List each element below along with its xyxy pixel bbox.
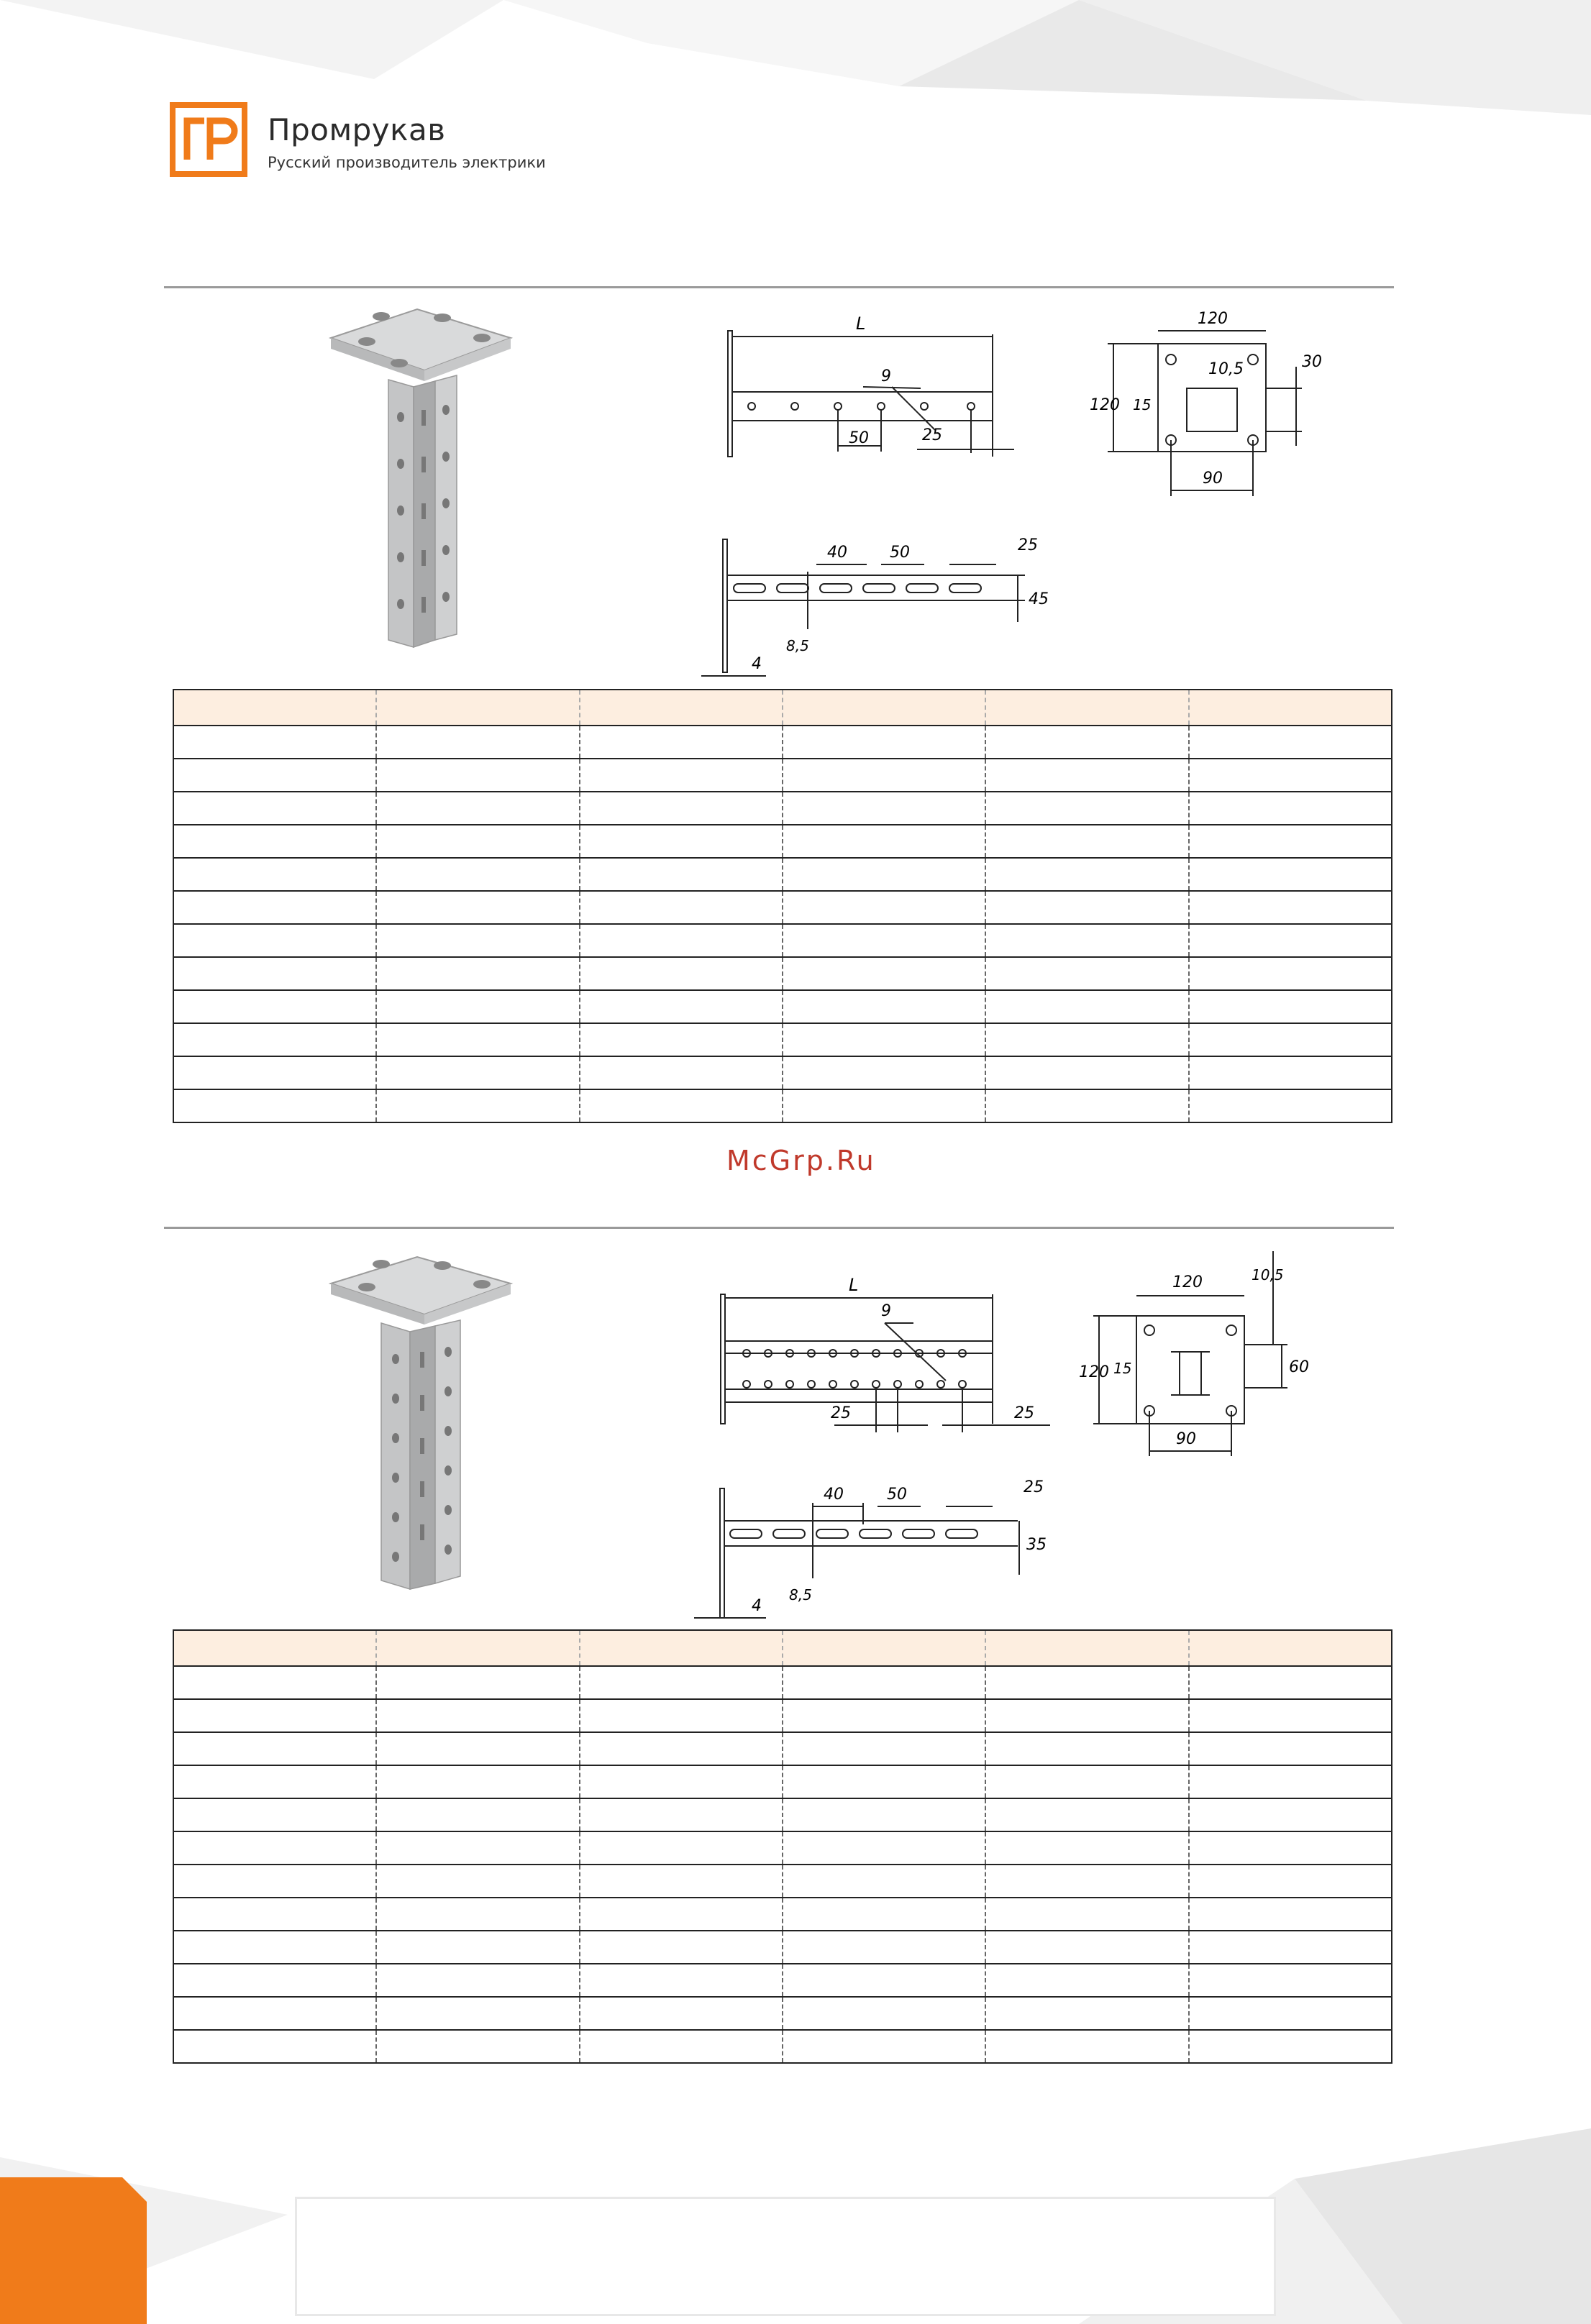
- top-view-drawing-1: [701, 529, 1061, 687]
- dim-slot-label: 8,5: [789, 1586, 812, 1604]
- brand-logo: [170, 102, 546, 177]
- dim-end-label: 25: [1018, 536, 1038, 554]
- dim-height-label: 120: [1079, 1363, 1109, 1381]
- table-row: [173, 990, 1392, 1023]
- table-row: [173, 1699, 1392, 1732]
- table-row: [173, 1798, 1392, 1831]
- dim-slot-label: 10,5: [1208, 360, 1244, 378]
- dim-slot-pitch-label: 50: [887, 1486, 907, 1504]
- spec-table-1: [173, 689, 1392, 1123]
- dim-slot-offset-label: 40: [824, 1486, 844, 1504]
- table-header-row: [173, 1630, 1392, 1666]
- table-row: [173, 858, 1392, 891]
- side-view-drawing-2: [712, 1266, 1050, 1438]
- table-row: [173, 1023, 1392, 1056]
- dim-hole-label: 9: [881, 1302, 891, 1320]
- table-row: [173, 726, 1392, 759]
- dim-pitch-label: 50: [849, 429, 869, 447]
- dim-length-label: L: [856, 314, 866, 334]
- table-row: [173, 1898, 1392, 1931]
- dim-profile-label: 30: [1302, 353, 1322, 371]
- table-row: [173, 759, 1392, 792]
- brand-tagline: Русский производитель электрики: [268, 154, 546, 171]
- base-plate-drawing-1: [1079, 302, 1323, 511]
- dim-length-label: L: [849, 1275, 859, 1295]
- dim-height-label: 120: [1090, 396, 1120, 414]
- product-photo-2: [316, 1251, 525, 1596]
- dim-width-label: 120: [1172, 1273, 1203, 1291]
- dim-slot-offset-label: 40: [827, 544, 847, 562]
- dim-hole-label: 9: [881, 367, 891, 385]
- dim-profile-label: 60: [1289, 1358, 1309, 1376]
- dim-offset-label: 15: [1113, 1360, 1132, 1377]
- table-row: [173, 891, 1392, 924]
- table-row: [173, 1997, 1392, 2030]
- table-row: [173, 1089, 1392, 1122]
- table-row: [173, 1931, 1392, 1964]
- dim-slot-label: 8,5: [786, 637, 809, 654]
- dim-slot-pitch-label: 50: [890, 544, 910, 562]
- footer-accent-bar: [0, 2177, 147, 2324]
- dim-end-label: 25: [1024, 1478, 1044, 1496]
- base-plate-drawing-2: [1079, 1251, 1323, 1460]
- table-row: [173, 1666, 1392, 1699]
- table-row: [173, 792, 1392, 825]
- dim-end-label: 25: [1014, 1404, 1034, 1422]
- table-row: [173, 2030, 1392, 2063]
- dim-hole-span-label: 90: [1176, 1430, 1196, 1448]
- table-row: [173, 957, 1392, 990]
- logo-mark-icon: [170, 102, 247, 177]
- dim-hole-span-label: 90: [1203, 470, 1223, 488]
- dim-thickness-label: 4: [752, 1597, 762, 1615]
- side-view-drawing-1: [712, 302, 1050, 467]
- dim-thickness-label: 4: [752, 655, 762, 673]
- table-row: [173, 825, 1392, 858]
- dim-width-label: 120: [1198, 310, 1228, 328]
- top-view-drawing-2: [694, 1467, 1061, 1629]
- table-row: [173, 1056, 1392, 1089]
- dim-slot-label: 10,5: [1252, 1266, 1284, 1284]
- table-row: [173, 1765, 1392, 1798]
- spec-table-2: [173, 1629, 1392, 2064]
- section-divider: [164, 1227, 1394, 1229]
- table-row: [173, 1865, 1392, 1898]
- table-row: [173, 1732, 1392, 1765]
- brand-name: Промрукав: [268, 112, 446, 147]
- watermark[interactable]: McGrp.Ru: [726, 1145, 876, 1176]
- dim-height-label: 45: [1029, 590, 1049, 608]
- table-row: [173, 1831, 1392, 1865]
- table-row: [173, 924, 1392, 957]
- dim-height-label: 35: [1026, 1536, 1047, 1554]
- table-header-row: [173, 690, 1392, 726]
- footer-box: [295, 2197, 1276, 2316]
- dim-end-label: 25: [922, 426, 942, 444]
- product-photo-1: [316, 302, 525, 654]
- table-row: [173, 1964, 1392, 1997]
- section-divider: [164, 286, 1394, 288]
- dim-offset-label: 15: [1133, 396, 1152, 413]
- dim-pitch-label: 25: [831, 1404, 851, 1422]
